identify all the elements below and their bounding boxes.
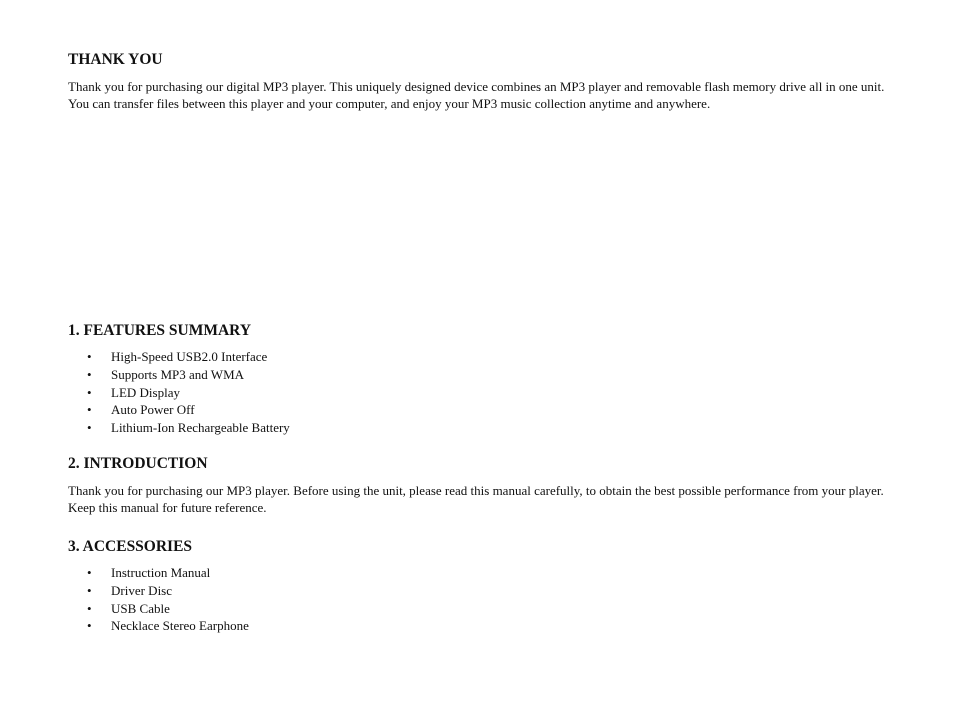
feature-item-label: Auto Power Off: [111, 402, 195, 418]
introduction-section: [68, 455, 888, 516]
features-heading: 1. FEATURES SUMMARY: [68, 322, 252, 339]
feature-item-label: LED Display: [111, 384, 180, 400]
bullet-icon: •: [87, 565, 92, 580]
accessories-heading: 3. ACCESSORIES: [68, 538, 193, 555]
bullet-icon: •: [87, 349, 92, 364]
introduction-text: Thank you for purchasing our MP3 player. Before using the unit, please read this manual carefully, to obtain the best possible performance from your player. Keep this manual for future reference.: [68, 483, 884, 515]
list-item: [68, 600, 888, 618]
accessory-item-label: USB Cable: [111, 600, 170, 616]
bullet-icon: •: [87, 402, 92, 418]
list-item: [68, 564, 888, 582]
list-item: [68, 582, 888, 600]
accessory-item-label: Instruction Manual: [111, 565, 211, 580]
accessory-item-label: Driver Disc: [111, 582, 173, 598]
thank-you-text: Thank you for purchasing our digital MP3 player. This uniquely designed device combines an MP3 player and removable flash memory drive all in one unit. You can transfer files between this player and your computer, and enjoy your MP3 music collection anytime and anywhere.: [68, 79, 885, 111]
bullet-icon: •: [87, 582, 92, 598]
thank-you-heading: THANK YOU: [68, 51, 163, 68]
accessory-item-label: Necklace Stereo Earphone: [111, 618, 249, 634]
list-item: [68, 617, 888, 635]
feature-item-label: High-Speed USB2.0 Interface: [111, 349, 268, 364]
thank-you-section: [68, 51, 888, 112]
list-item: [68, 419, 888, 437]
bullet-icon: •: [87, 420, 92, 436]
features-section: [68, 322, 888, 437]
bullet-icon: •: [87, 366, 92, 382]
accessories-section: [68, 538, 888, 635]
bullet-icon: •: [87, 600, 92, 616]
list-item: [68, 384, 888, 402]
feature-item-label: Lithium-Ion Rechargeable Battery: [111, 420, 290, 436]
list-item: [68, 366, 888, 384]
feature-item-label: Supports MP3 and WMA: [111, 366, 245, 382]
list-item: [68, 348, 888, 366]
features-list: [68, 348, 888, 437]
list-item: [68, 401, 888, 419]
bullet-icon: •: [87, 384, 92, 400]
bullet-icon: •: [87, 618, 92, 634]
accessories-list: [68, 564, 888, 635]
introduction-heading: 2. INTRODUCTION: [68, 455, 208, 472]
